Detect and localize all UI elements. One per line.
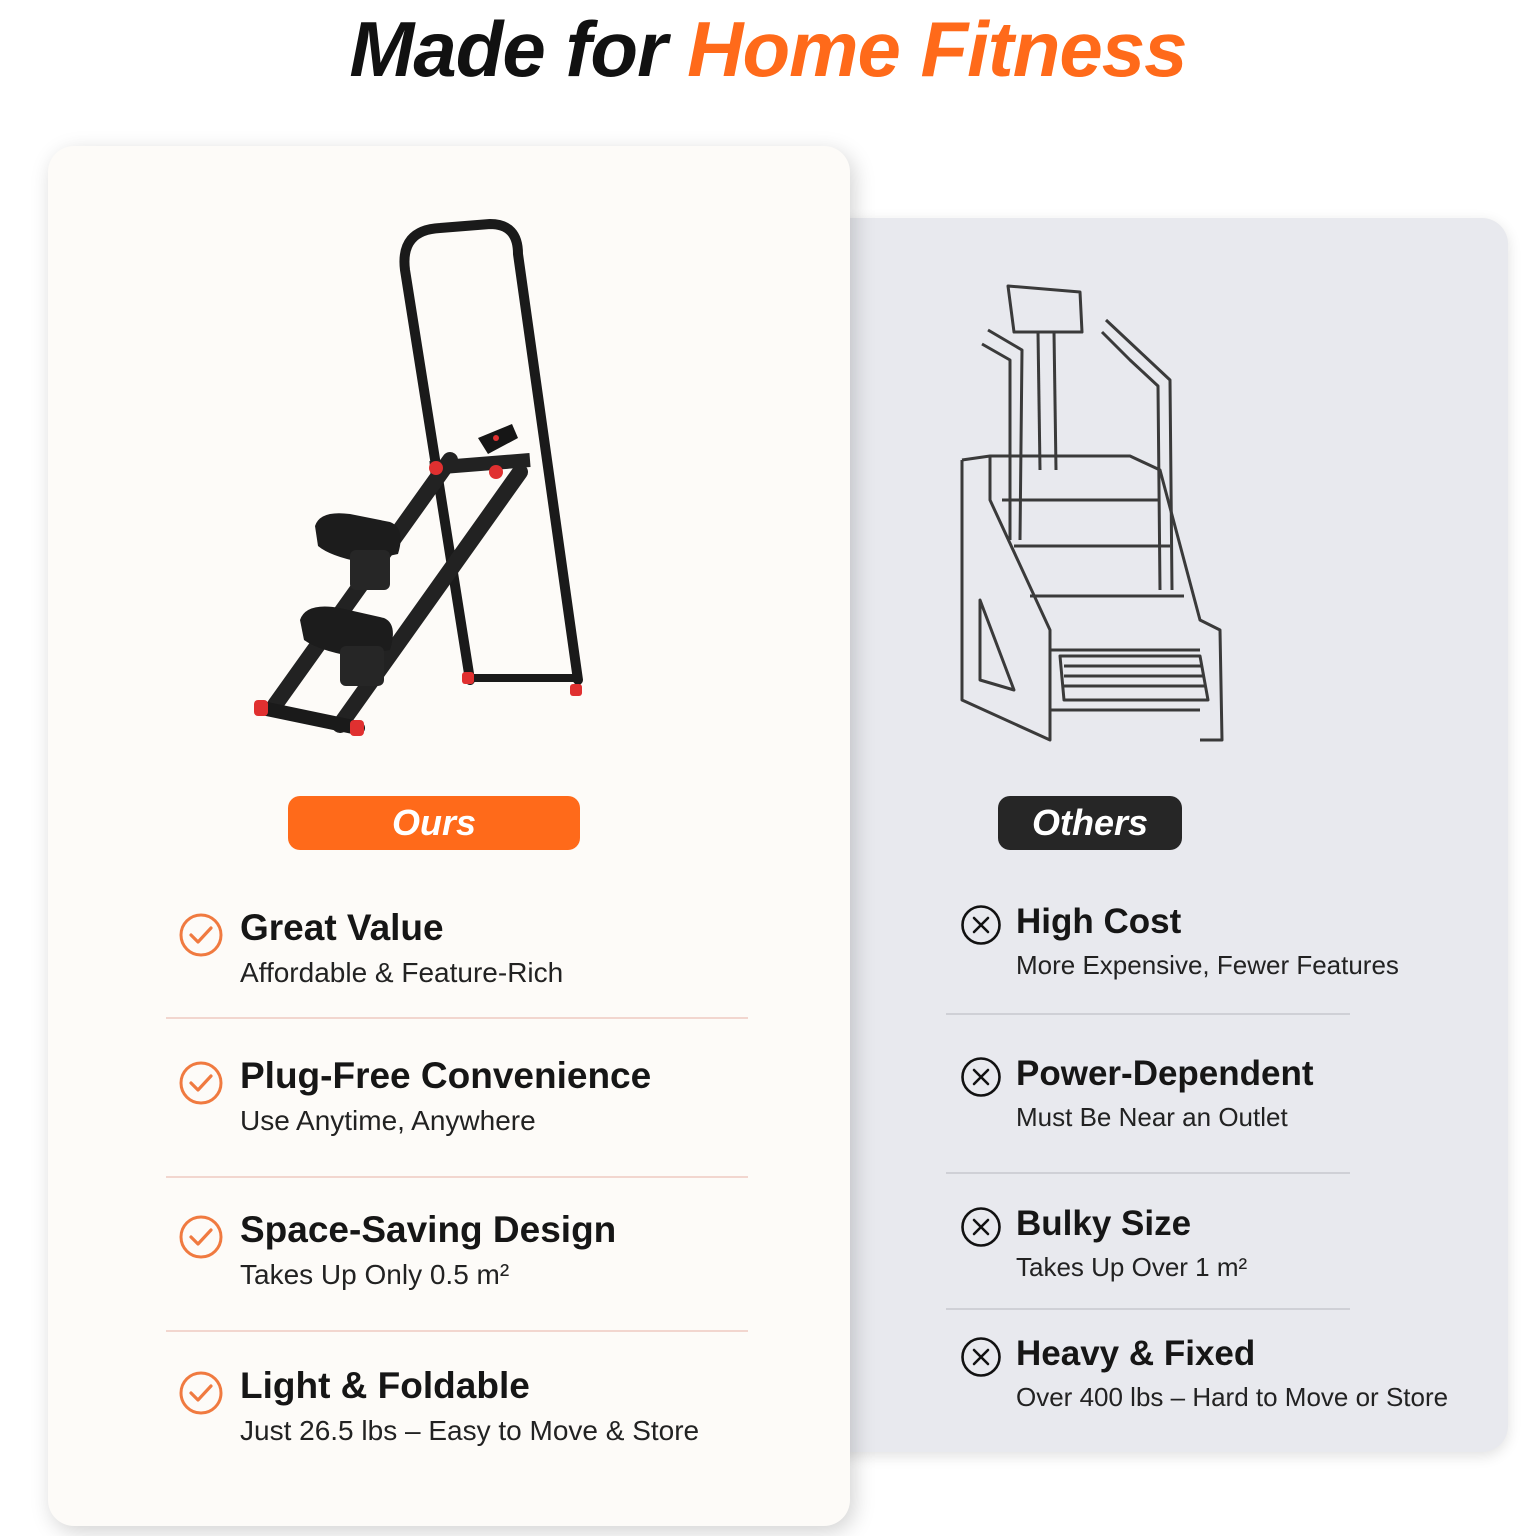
x-circle-icon xyxy=(960,1056,1002,1098)
headline-prefix: Made for xyxy=(349,5,688,93)
divider xyxy=(166,1176,748,1178)
feature-subtitle: Takes Up Over 1 m² xyxy=(1016,1252,1248,1282)
feature-title: Heavy & Fixed xyxy=(1016,1334,1256,1373)
x-circle-icon xyxy=(960,904,1002,946)
feature-subtitle: Use Anytime, Anywhere xyxy=(240,1105,536,1136)
feature-title: Light & Foldable xyxy=(240,1365,530,1406)
divider xyxy=(166,1330,748,1332)
feature-subtitle: Takes Up Only 0.5 m² xyxy=(240,1259,510,1290)
divider xyxy=(166,1017,748,1019)
stair-stepper-illustration xyxy=(200,210,640,750)
feature-title: Plug-Free Convenience xyxy=(240,1055,652,1096)
divider xyxy=(946,1172,1350,1174)
x-circle-icon xyxy=(960,1206,1002,1248)
x-circle-icon xyxy=(960,1336,1002,1378)
check-circle-icon xyxy=(178,1060,224,1106)
headline-accent: Home Fitness xyxy=(687,5,1187,93)
others-label: Others xyxy=(998,796,1182,850)
feature-title: Bulky Size xyxy=(1016,1204,1192,1243)
check-circle-icon xyxy=(178,912,224,958)
feature-subtitle: Over 400 lbs – Hard to Move or Store xyxy=(1016,1382,1449,1412)
feature-subtitle: Affordable & Feature-Rich xyxy=(240,957,564,988)
headline xyxy=(0,6,1536,92)
feature-title: Space-Saving Design xyxy=(240,1209,617,1250)
divider xyxy=(946,1013,1350,1015)
check-circle-icon xyxy=(178,1370,224,1416)
feature-title: Power-Dependent xyxy=(1016,1054,1314,1093)
feature-subtitle: Just 26.5 lbs – Easy to Move & Store xyxy=(240,1415,700,1446)
feature-title: High Cost xyxy=(1016,902,1182,941)
check-circle-icon xyxy=(178,1214,224,1260)
stair-climber-sketch xyxy=(930,270,1270,750)
divider xyxy=(946,1308,1350,1310)
feature-subtitle: Must Be Near an Outlet xyxy=(1016,1102,1288,1132)
feature-title: Great Value xyxy=(240,907,444,948)
feature-subtitle: More Expensive, Fewer Features xyxy=(1016,950,1399,980)
ours-label: Ours xyxy=(288,796,580,850)
